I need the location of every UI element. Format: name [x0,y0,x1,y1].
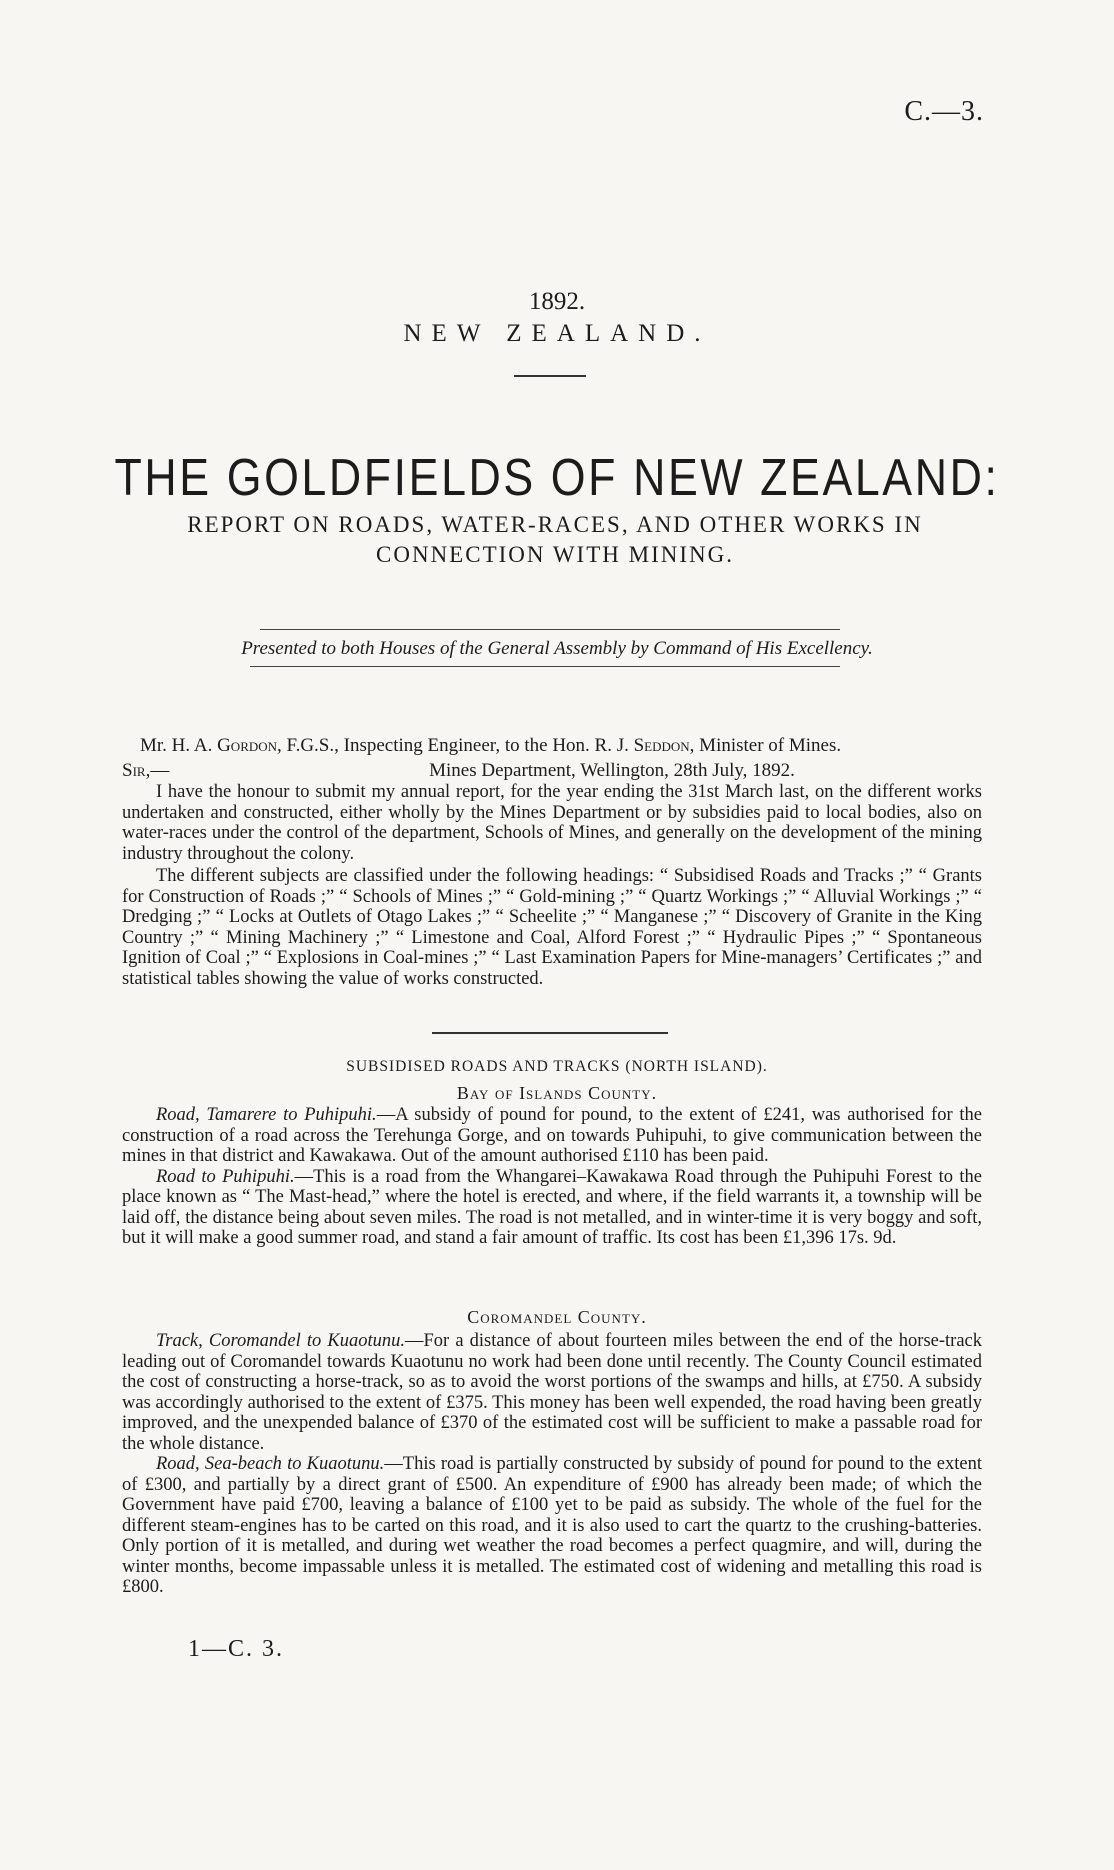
entry-paragraph [122,1454,982,1598]
letter-paragraph-1 [122,782,982,864]
salutation: Sir,— [122,760,170,781]
county-entries [122,1331,982,1598]
presented-line: Presented to both Houses of the General Assembly by Command of His Excellency. [241,638,873,659]
dateline: Mines Department, Wellington, 28th July, 1892. [429,760,795,781]
subtitle: REPORT ON ROADS, WATER-RACES, AND OTHER WORKS IN CONNECTION WITH MINING. [187,512,923,567]
section-heading: SUBSIDISED ROADS AND TRACKS (NORTH ISLAND). [346,1058,768,1075]
country: NEW ZEALAND. [403,320,711,347]
entry-text: —A subsidy of pound for pound, to the extent of £241, was authorised for the construction of a road across the Terehunga Gorge, and on towards Puhipuhi, to give communication between the mines in that district and Kawakawa. Out of the amount authorised £110 has been paid. [122,1105,982,1166]
entry-paragraph [122,1167,982,1249]
letter-paragraph-2 [122,866,982,989]
entry-title: Track, Coromandel to Kuaotunu. [156,1331,405,1351]
entry-paragraph [122,1331,982,1454]
minister-name: Seddon [633,735,690,756]
county-heading: Coromandel County. [467,1307,647,1327]
signature-mark: 1—C. 3. [188,1636,285,1662]
addressee-middle: , F.G.S., Inspecting Engineer, to the Hon. R. J. [277,735,629,756]
addressee-line [140,735,841,757]
entry-text: —For a distance of about fourteen miles between the end of the horse-track leading out of Coromandel towards Kuaotunu no work had been done until recently. The County Council estimated the cost of constructing a horse-track, so as to avoid the worst portions of the swamps and hills, at £750. A subsidy was accordingly authorised to the extent of £375. This money has been well expended, the road having been greatly improved, and the unexpended balance of £370 of the estimated cost will be sufficient to make a passable road for the whole distance. [122,1331,982,1454]
county-entries [122,1105,982,1249]
year: 1892. [528,288,586,315]
county-heading: Bay of Islands County. [456,1083,658,1103]
addressee-name: Gordon [217,735,278,756]
entry-title: Road, Sea-beach to Kuaotunu. [156,1454,385,1474]
addressee-suffix: , Minister of Mines. [689,735,842,756]
entry-text: —This is a road from the Whangarei–Kawakawa Road through the Puhipuhi Forest to the place known as “ The Mast-head,” where the hotel is erected, and where, if the field warrants it, a township will be laid off, the distance being about seven miles. The road is not metalled, and in winter-time it is very boggy and soft, but it will make a good summer road, and stand a fair amount of traffic. Its cost has been £1,396 17s. 9d. [122,1166,982,1248]
page-reference: C.—3. [904,96,984,127]
entry-title: Road, Tamarere to Puhipuhi. [156,1105,377,1125]
entry-title: Road to Puhipuhi. [156,1166,295,1187]
title-divider [514,375,586,377]
addressee-prefix: Mr. H. A. [140,735,213,756]
section-divider [432,1032,668,1034]
entry-text: —This road is partially constructed by subsidy of pound for pound to the extent of £300, and partially by a direct grant of £500. An expenditure of £900 has already been made; of which the Government have paid £700, leaving a balance of £100 yet to be paid as subsidy. The whole of the fuel for the different steam-engines has to be carted on this road, and it is also used to cart the quartz to the crushing-batteries. Only portion of it is metalled, and during wet weather the road becomes a perfect quagmire, and will, during the winter months, become impassable unless it is metalled. The estimated cost of widening and metalling this road is £800. [122,1454,983,1597]
divider-bottom [250,666,840,667]
paragraph-text: The different subjects are classified under the following headings: “ Subsidised Roads and Tracks ;” “ Grants for Construction of Roads ;” “ Schools of Mines ;” “ Gold-mining ;” “ Quartz Workings ;” “ Alluvial Workings ;” “ Dredging ;” “ Locks at Outlets of Otago Lakes ;” “ Scheelite ;” “ Manganese ;” “ Discovery of Granite in the King Country ;” “ Mining Machinery ;” “ Limestone and Coal, Alford Forest ;” “ Hydraulic Pipes ;” “ Spontaneous Ignition of Coal ;” “ Explosions in Coal-mines ;” “ Last Examination Papers for Mine-managers’ Certificates ;” and statistical tables showing the value of works constructed. [122,866,982,989]
divider-top [260,629,840,630]
paragraph-text: I have the honour to submit my annual report, for the year ending the 31st March last, on the different works undertaken and constructed, either wholly by the Mines Department or by subsidies paid to local bodies, also on water-races under the control of the department, Schools of Mines, and generally on the development of the mining industry throughout the colony. [122,782,982,864]
main-title: THE GOLDFIELDS OF NEW ZEALAND: [114,449,1000,507]
entry-paragraph [122,1105,982,1167]
